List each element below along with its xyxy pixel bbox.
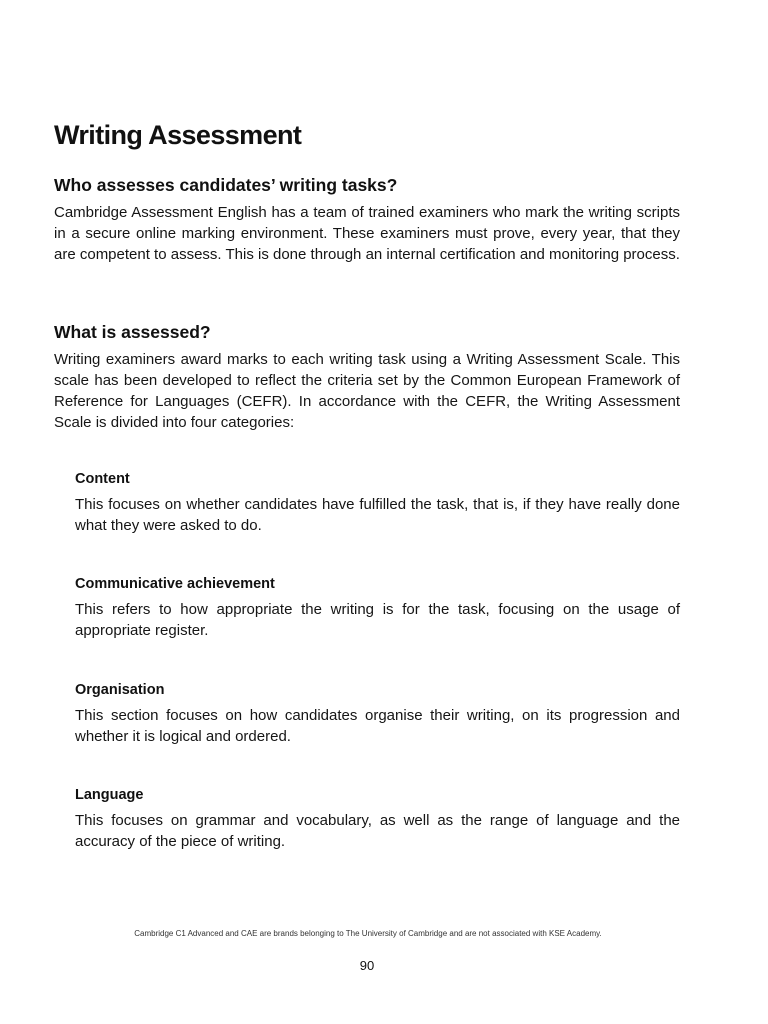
section-heading: What is assessed? — [54, 322, 211, 342]
category-content — [75, 471, 680, 536]
category-description: This focuses on whether candidates have fulfilled the task, that is, if they have really done what they were asked to do. — [75, 496, 680, 534]
category-heading: Communicative achievement — [75, 576, 275, 592]
section-body: Writing examiners award marks to each writing task using a Writing Assessment Scale. This scale has been developed to reflect the criteria set by the Common European Framework of Reference for Languages (CEFR). In accordance with the CEFR, the Writing Assessment Scale is divided into four categories: — [54, 351, 680, 431]
section-heading: Who assesses candidates’ writing tasks? — [54, 175, 398, 195]
footer-disclaimer: Cambridge C1 Advanced and CAE are brands belonging to The University of Cambridge and are not associated with KSE Academy. — [134, 929, 602, 938]
category-heading: Content — [75, 471, 130, 487]
section-who-assesses — [54, 175, 680, 265]
category-communicative-achievement — [75, 576, 680, 641]
page-title: Writing Assessment — [54, 120, 302, 150]
category-language — [75, 787, 680, 852]
category-heading: Organisation — [75, 682, 165, 698]
category-description: This focuses on grammar and vocabulary, as well as the range of language and the accuracy of the piece of writing. — [75, 812, 680, 850]
page-number: 90 — [359, 958, 375, 973]
section-what-is-assessed — [54, 322, 680, 433]
category-heading: Language — [75, 787, 144, 803]
section-body: Cambridge Assessment English has a team of trained examiners who mark the writing scripts in a secure online marking environment. These examiners must prove, every year, that they are competent to assess. This is done through an internal certification and monitoring process. — [54, 204, 680, 263]
category-organisation — [75, 682, 680, 747]
category-description: This refers to how appropriate the writing is for the task, focusing on the usage of appropriate register. — [75, 601, 680, 639]
category-description: This section focuses on how candidates organise their writing, on its progression and whether it is logical and ordered. — [75, 707, 680, 745]
